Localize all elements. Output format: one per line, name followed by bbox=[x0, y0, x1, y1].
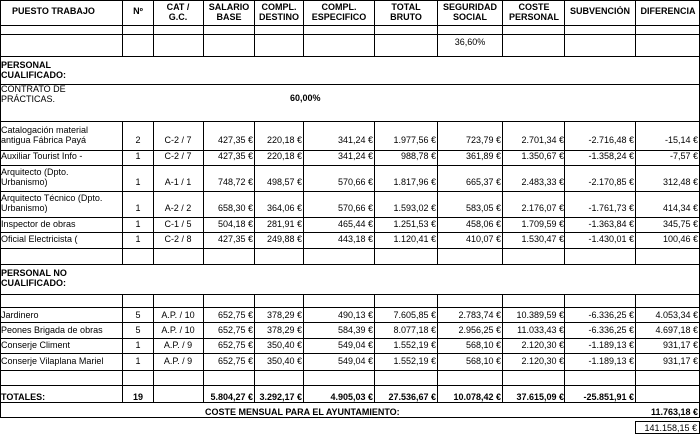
grid-col-line bbox=[374, 294, 375, 402]
cell-bruto: 1.817,96 € bbox=[393, 177, 436, 187]
grid-row-line bbox=[0, 217, 700, 218]
cell-salario: 427,35 € bbox=[217, 135, 253, 145]
cell-especifico: 490,13 € bbox=[337, 310, 373, 320]
cell-coste: 1.530,47 € bbox=[521, 234, 564, 244]
cell-ss: 458,06 € bbox=[465, 219, 501, 229]
grid-col-line bbox=[303, 121, 304, 264]
grid-col-line bbox=[303, 25, 304, 56]
cell-dif: 345,75 € bbox=[662, 219, 698, 229]
cell-ss: 2.783,74 € bbox=[458, 310, 501, 320]
grid-col-line bbox=[203, 294, 204, 402]
grid-col-line bbox=[122, 294, 123, 402]
cell-salario: 748,72 € bbox=[217, 177, 253, 187]
cell-cat: C-2 / 7 bbox=[164, 135, 192, 145]
cell-dif: 931,17 € bbox=[662, 356, 698, 366]
section-personal-cualificado: PERSONAL CUALIFICADO: bbox=[1, 60, 66, 80]
grid-row-line bbox=[0, 191, 700, 192]
cell-dif: 931,17 € bbox=[662, 340, 698, 350]
cell-destino: 220,18 € bbox=[266, 151, 302, 161]
cell-bruto: 988,78 € bbox=[400, 151, 436, 161]
grid-col-line bbox=[254, 25, 255, 56]
grid-row-line bbox=[0, 307, 700, 308]
cell-num: 1 bbox=[135, 340, 141, 350]
grid-row-line bbox=[0, 0, 700, 1]
cell-puesto: Conserje Climent bbox=[1, 340, 71, 350]
grid-col-line bbox=[122, 25, 123, 56]
grid-row-line bbox=[0, 34, 700, 35]
cell-dif: 100,46 € bbox=[662, 234, 698, 244]
coste-mensual-label: COSTE MENSUAL PARA EL AYUNTAMIENTO: bbox=[205, 407, 400, 417]
cell-cat: A.P. / 10 bbox=[161, 325, 195, 335]
cell-destino: 498,57 € bbox=[266, 177, 302, 187]
grid-col-line bbox=[254, 294, 255, 402]
cell-dif: 312,48 € bbox=[662, 177, 698, 187]
contrato-rate: 60,00% bbox=[290, 93, 321, 103]
cell-bruto: 1.552,19 € bbox=[393, 356, 436, 366]
cell-destino: 249,88 € bbox=[266, 234, 302, 244]
grid-col-line bbox=[437, 0, 438, 25]
cell-ss: 568,10 € bbox=[465, 356, 501, 366]
cell-bruto: 1.251,53 € bbox=[393, 219, 436, 229]
cell-especifico: 584,39 € bbox=[337, 325, 373, 335]
cell-num: 1 bbox=[135, 356, 141, 366]
cell-salario: 504,18 € bbox=[217, 219, 253, 229]
cell-puesto: Oficial Electricista ( bbox=[1, 234, 78, 244]
grid-col-line bbox=[254, 0, 255, 25]
grid-col-line bbox=[303, 0, 304, 25]
cell-subv: -1.430,01 € bbox=[588, 234, 634, 244]
cell-bruto: 1.977,56 € bbox=[393, 135, 436, 145]
cell-coste: 2.120,30 € bbox=[521, 356, 564, 366]
cell-salario: 652,75 € bbox=[217, 340, 253, 350]
grid-col-line bbox=[254, 121, 255, 264]
cell-especifico: 443,18 € bbox=[337, 234, 373, 244]
cell-destino: 378,29 € bbox=[266, 325, 302, 335]
cell-subv: -1.189,13 € bbox=[588, 356, 634, 366]
grid-col-line bbox=[303, 294, 304, 402]
cell-puesto: Arquitecto Técnico (Dpto. Urbanismo) bbox=[1, 193, 103, 213]
grid-col-line bbox=[374, 25, 375, 56]
header-num: Nº bbox=[133, 6, 143, 16]
cell-dif: 4.053,34 € bbox=[655, 310, 698, 320]
grid-row-line bbox=[0, 322, 700, 323]
cell-coste: 2.701,34 € bbox=[521, 135, 564, 145]
cell-dif: -7,57 € bbox=[669, 151, 698, 161]
grid-col-line bbox=[564, 25, 565, 56]
grand-total: 141.158,15 € bbox=[635, 421, 700, 434]
cell-ss: 583,05 € bbox=[465, 203, 501, 213]
cell-salario: 658,30 € bbox=[217, 203, 253, 213]
cell-destino: 350,40 € bbox=[266, 356, 302, 366]
grid-col-line bbox=[374, 121, 375, 264]
cell-ss: 665,37 € bbox=[465, 177, 501, 187]
grid-col-line bbox=[437, 121, 438, 264]
grid-col-line bbox=[502, 121, 503, 264]
grid-col-line bbox=[203, 0, 204, 25]
cell-especifico: 465,44 € bbox=[337, 219, 373, 229]
cell-cat: A.P. / 10 bbox=[161, 310, 195, 320]
cell-num: 1 bbox=[135, 234, 141, 244]
cell-ss: 361,89 € bbox=[465, 151, 501, 161]
cell-ss: 723,79 € bbox=[465, 135, 501, 145]
cell-num: 5 bbox=[135, 310, 141, 320]
cell-cat: A-1 / 1 bbox=[164, 177, 192, 187]
grid-row-line bbox=[0, 264, 700, 265]
cell-num: 1 bbox=[135, 219, 141, 229]
grid-col-line bbox=[635, 294, 636, 402]
grid-row-line bbox=[0, 248, 700, 249]
cell-subv: -1.189,13 € bbox=[588, 340, 634, 350]
cell-ss: 2.956,25 € bbox=[458, 325, 501, 335]
totals-num: 19 bbox=[132, 392, 143, 402]
cell-coste: 11.033,43 € bbox=[517, 325, 564, 335]
cell-especifico: 341,24 € bbox=[337, 135, 373, 145]
cell-bruto: 8.077,18 € bbox=[393, 325, 436, 335]
cell-cat: C-2 / 7 bbox=[164, 151, 192, 161]
grid-col-line bbox=[374, 0, 375, 25]
cell-ss: 410,07 € bbox=[465, 234, 501, 244]
grid-col-line bbox=[153, 25, 154, 56]
cell-subv: -1.363,84 € bbox=[588, 219, 634, 229]
header-puesto: PUESTO TRABAJO bbox=[12, 6, 95, 16]
cell-coste: 2.120,30 € bbox=[521, 340, 564, 350]
totals-destino: 3.292,17 € bbox=[259, 392, 302, 402]
grid-row-line bbox=[0, 84, 700, 85]
totals-salario: 5.804,27 € bbox=[210, 392, 253, 402]
cell-num: 2 bbox=[135, 135, 141, 145]
cell-puesto: Catalogación material antigua Fábrica Payá bbox=[1, 125, 89, 145]
header-subvencion: SUBVENCIÓN bbox=[569, 6, 630, 16]
cell-dif: 4.697,18 € bbox=[655, 325, 698, 335]
grid-col-line bbox=[502, 25, 503, 56]
totals-bruto: 27.536,67 € bbox=[388, 392, 436, 402]
cell-coste: 1.709,59 € bbox=[521, 219, 564, 229]
cell-destino: 350,40 € bbox=[266, 340, 302, 350]
cell-subv: -2.170,85 € bbox=[588, 177, 634, 187]
grid-row-line bbox=[0, 56, 700, 57]
cell-coste: 2.176,07 € bbox=[521, 203, 564, 213]
cell-subv: -6.336,25 € bbox=[588, 310, 634, 320]
cell-especifico: 570,66 € bbox=[337, 203, 373, 213]
totals-ss: 10.078,42 € bbox=[453, 392, 501, 402]
coste-mensual-value: 11.763,18 € bbox=[650, 407, 698, 417]
totals-especifico: 4.905,03 € bbox=[330, 392, 373, 402]
cell-puesto: Peones Brigada de obras bbox=[1, 325, 103, 335]
cell-coste: 2.483,33 € bbox=[521, 177, 564, 187]
cell-subv: -1.761,73 € bbox=[588, 203, 634, 213]
grid-row-line bbox=[0, 25, 700, 26]
cell-salario: 652,75 € bbox=[217, 356, 253, 366]
cell-especifico: 570,66 € bbox=[337, 177, 373, 187]
cell-salario: 652,75 € bbox=[217, 310, 253, 320]
cell-cat: A.P. / 9 bbox=[163, 356, 193, 366]
grid-row-line bbox=[0, 370, 700, 371]
cell-coste: 10.389,59 € bbox=[516, 310, 564, 320]
cell-num: 1 bbox=[135, 203, 141, 213]
cell-num: 1 bbox=[135, 177, 141, 187]
grid-row-line bbox=[0, 402, 700, 403]
header-cat: CAT / G.C. bbox=[166, 2, 190, 22]
grid-col-line bbox=[564, 121, 565, 264]
cell-subv: -2.716,48 € bbox=[588, 135, 634, 145]
cell-ss: 568,10 € bbox=[465, 340, 501, 350]
grid-col-line bbox=[153, 294, 154, 402]
cell-coste: 1.350,67 € bbox=[521, 151, 564, 161]
header-compl-especifico: COMPL. ESPECIFICO bbox=[311, 2, 367, 22]
header-total-bruto: TOTAL BRUTO bbox=[390, 2, 422, 22]
section-personal-no-cualificado: PERSONAL NO CUALIFICADO: bbox=[1, 268, 67, 288]
totals-coste: 37.615,09 € bbox=[516, 392, 564, 402]
grid-col-line bbox=[203, 25, 204, 56]
grid-col-line bbox=[635, 25, 636, 56]
cell-subv: -6.336,25 € bbox=[588, 325, 634, 335]
grid-col-line bbox=[635, 121, 636, 264]
cell-puesto: Conserje Vilaplana Mariel bbox=[1, 356, 104, 366]
grid-col-line bbox=[564, 0, 565, 25]
cell-cat: A-2 / 2 bbox=[164, 203, 192, 213]
cell-destino: 378,29 € bbox=[266, 310, 302, 320]
header-seguridad-social: SEGURIDAD SOCIAL bbox=[442, 2, 497, 22]
cell-salario: 427,35 € bbox=[217, 151, 253, 161]
grid-col-line bbox=[153, 121, 154, 264]
grid-col-line bbox=[203, 121, 204, 264]
totals-subvencion: -25.851,91 € bbox=[583, 392, 634, 402]
grid-col-line bbox=[0, 0, 1, 417]
grid-row-line bbox=[0, 150, 700, 151]
grid-row-line bbox=[0, 353, 700, 354]
ss-rate: 36,60% bbox=[454, 37, 486, 47]
cell-bruto: 7.605,85 € bbox=[393, 310, 436, 320]
grid-col-line bbox=[122, 0, 123, 25]
cell-dif: -15,14 € bbox=[664, 135, 698, 145]
cell-bruto: 1.552,19 € bbox=[393, 340, 436, 350]
header-compl-destino: COMPL. DESTINO bbox=[258, 2, 299, 22]
cell-puesto: Auxiliar Tourist Info - bbox=[1, 151, 83, 161]
header-coste-personal: COSTE PERSONAL bbox=[508, 2, 559, 22]
cell-salario: 427,35 € bbox=[217, 234, 253, 244]
grid-row-line bbox=[0, 121, 700, 122]
cell-especifico: 549,04 € bbox=[337, 356, 373, 366]
grid-col-line bbox=[153, 0, 154, 25]
grid-col-line bbox=[564, 294, 565, 402]
grid-col-line bbox=[437, 294, 438, 402]
grid-col-line bbox=[635, 0, 636, 25]
cell-destino: 281,91 € bbox=[266, 219, 302, 229]
contrato-label: CONTRATO DE PRÁCTICAS. bbox=[1, 84, 66, 104]
cell-bruto: 1.593,02 € bbox=[393, 203, 436, 213]
cell-salario: 652,75 € bbox=[217, 325, 253, 335]
grid-row-line bbox=[0, 165, 700, 166]
grid-col-line bbox=[437, 25, 438, 56]
grid-row-line bbox=[0, 417, 700, 418]
cell-destino: 364,06 € bbox=[266, 203, 302, 213]
cell-num: 5 bbox=[135, 325, 141, 335]
grid-col-line bbox=[122, 121, 123, 264]
cell-cat: C-1 / 5 bbox=[164, 219, 192, 229]
cell-cat: C-2 / 8 bbox=[164, 234, 192, 244]
grid-row-line bbox=[0, 294, 700, 295]
cell-cat: A.P. / 9 bbox=[163, 340, 193, 350]
totals-label: TOTALES: bbox=[1, 392, 46, 402]
cell-puesto: Jardinero bbox=[1, 310, 39, 320]
grid-col-line bbox=[502, 0, 503, 25]
grid-row-line bbox=[0, 385, 700, 386]
grid-col-line bbox=[502, 294, 503, 402]
cell-destino: 220,18 € bbox=[266, 135, 302, 145]
cell-puesto: Inspector de obras bbox=[1, 219, 76, 229]
cell-puesto: Arquitecto (Dpto. Urbanismo) bbox=[1, 167, 69, 187]
cell-especifico: 549,04 € bbox=[337, 340, 373, 350]
cell-subv: -1.358,24 € bbox=[588, 151, 634, 161]
cell-num: 1 bbox=[135, 151, 141, 161]
cell-bruto: 1.120,41 € bbox=[393, 234, 436, 244]
cell-especifico: 341,24 € bbox=[337, 151, 373, 161]
header-diferencia: DIFERENCIA bbox=[640, 6, 696, 16]
grid-row-line bbox=[0, 232, 700, 233]
cell-dif: 414,34 € bbox=[662, 203, 698, 213]
header-salario: SALARIO BASE bbox=[208, 2, 250, 22]
grid-row-line bbox=[0, 338, 700, 339]
